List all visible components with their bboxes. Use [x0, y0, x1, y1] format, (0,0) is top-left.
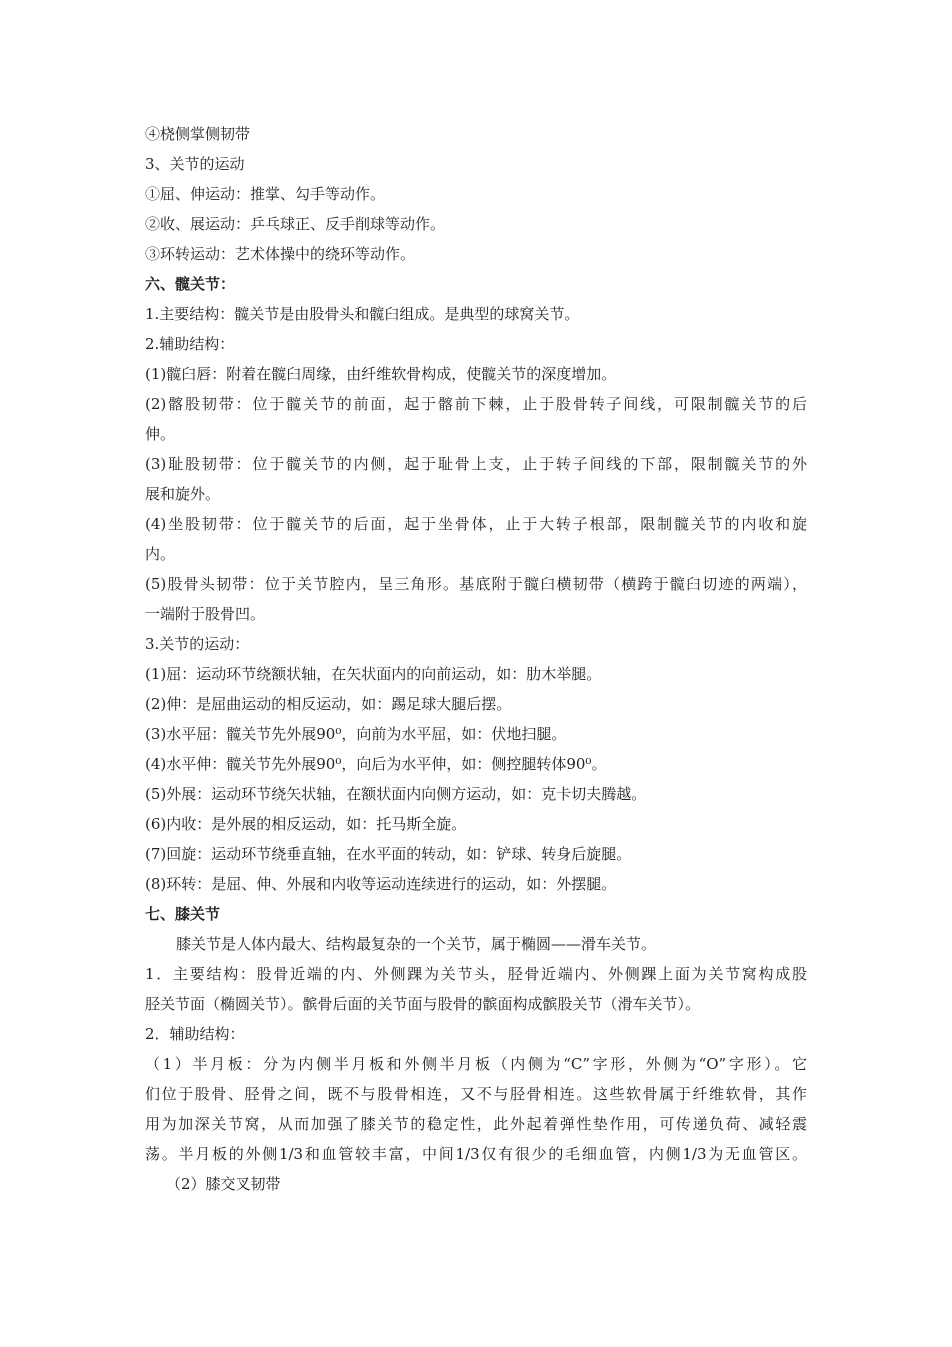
text-line: 1．主要结构：股骨近端的内、外侧踝为关节头，胫骨近端内、外侧踝上面为关节窝构成股 [145, 965, 807, 983]
section-subheading: 3、关节的运动 [145, 155, 245, 173]
text-line: (2)伸：是屈曲运动的相反运动，如：踢足球大腿后摆。 [145, 695, 512, 713]
text-line: 荡。半月板的外侧1/3和血管较丰富，中间1/3仅有很少的毛细血管，内侧1/3为无血管区。 [145, 1145, 807, 1163]
text-line: 胫关节面（椭圆关节）。髌骨后面的关节面与股骨的髌面构成髌股关节（滑车关节）。 [145, 995, 701, 1013]
text-line: (6)内收：是外展的相反运动，如：托马斯全旋。 [145, 815, 467, 833]
text-line: 3.关节的运动： [145, 635, 250, 653]
text-line: (4)坐股韧带：位于髋关节的后面，起于坐骨体，止于大转子根部，限制髋关节的内收和旋 [145, 515, 807, 533]
section-heading-hip: 六、髋关节： [145, 275, 236, 293]
text-line: 一端附于股骨凹。 [145, 605, 266, 623]
text-line: ②收、展运动：乒乓球正、反手削球等动作。 [145, 215, 446, 233]
text-line: (7)回旋：运动环节绕垂直轴，在水平面的转动，如：铲球、转身后旋腿。 [145, 845, 632, 863]
text-line: 们位于股骨、胫骨之间，既不与股骨相连，又不与胫骨相连。这些软骨属于纤维软骨，其作 [145, 1085, 807, 1103]
text-line: ④桡侧掌侧韧带 [145, 125, 251, 143]
text-line: 2．辅助结构： [145, 1025, 245, 1043]
text-line: 伸。 [145, 425, 176, 443]
text-line: ③环转运动：艺术体操中的绕环等动作。 [145, 245, 416, 263]
text-line: (1)髋臼唇：附着在髋臼周缘，由纤维软骨构成，使髋关节的深度增加。 [145, 365, 617, 383]
text-line: （2）膝交叉韧带 [166, 1175, 281, 1193]
section-heading-knee: 七、膝关节 [145, 905, 221, 923]
text-line: 用为加深关节窝，从而加强了膝关节的稳定性，此外起着弹性垫作用，可传递负荷、减轻震 [145, 1115, 807, 1133]
text-line: ①屈、伸运动：推掌、勾手等动作。 [145, 185, 386, 203]
text-line: 膝关节是人体内最大、结构最复杂的一个关节，属于椭圆——滑车关节。 [176, 935, 657, 953]
text-line: （1）半月板：分为内侧半月板和外侧半月板（内侧为“C”字形，外侧为“O”字形）。它 [145, 1055, 807, 1073]
text-line: (3)水平屈：髋关节先外展90⁰，向前为水平屈，如：伏地扫腿。 [145, 725, 567, 743]
text-line: (4)水平伸：髋关节先外展90⁰，向后为水平伸，如：侧控腿转体90⁰。 [145, 755, 607, 773]
text-line: (8)环转：是屈、伸、外展和内收等运动连续进行的运动，如：外摆腿。 [145, 875, 617, 893]
text-line: (3)耻股韧带：位于髋关节的内侧，起于耻骨上支，止于转子间线的下部，限制髋关节的外 [145, 455, 807, 473]
text-line: 2.辅助结构： [145, 335, 235, 353]
text-line: (1)屈：运动环节绕额状轴，在矢状面内的向前运动，如：肋木举腿。 [145, 665, 602, 683]
text-line: 内。 [145, 545, 176, 563]
text-line: (5)股骨头韧带：位于关节腔内，呈三角形。基底附于髋臼横韧带（横跨于髋臼切迹的两端）， [145, 575, 807, 593]
text-line: (2)髂股韧带：位于髋关节的前面，起于髂前下棘，止于股骨转子间线，可限制髋关节的后 [145, 395, 807, 413]
text-line: 展和旋外。 [145, 485, 221, 503]
text-line: (5)外展：运动环节绕矢状轴，在额状面内向侧方运动，如：克卡切夫腾越。 [145, 785, 647, 803]
text-line: 1.主要结构：髋关节是由股骨头和髋臼组成。是典型的球窝关节。 [145, 305, 580, 323]
